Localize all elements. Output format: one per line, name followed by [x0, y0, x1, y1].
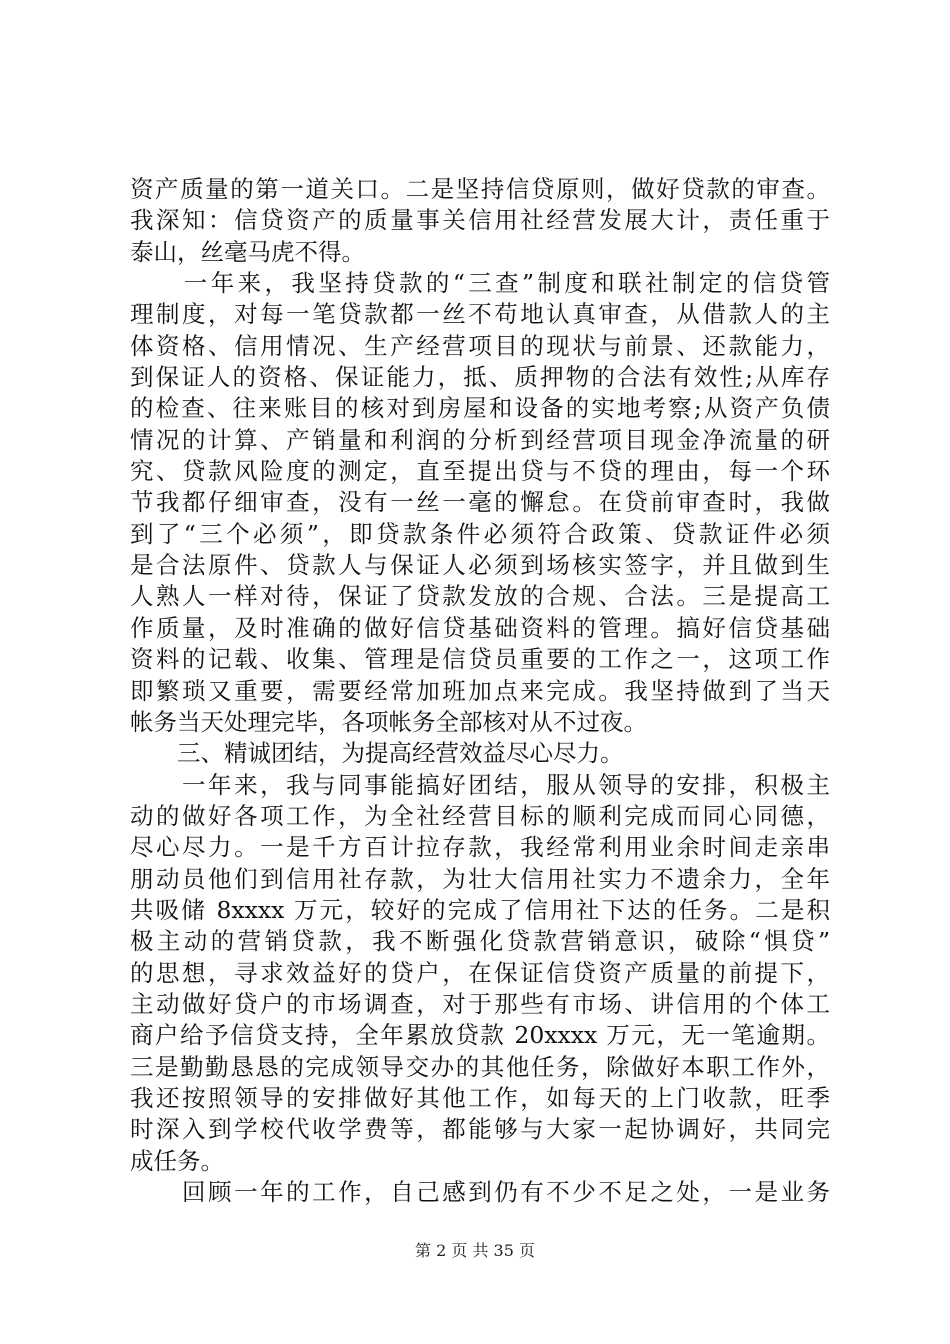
- text-line: 资料的记载、收集、管理是信贷员重要的工作之一，这项工作: [130, 645, 830, 674]
- text-line: 朋动员他们到信用社存款，为壮大信用社实力不遗余力，全年: [130, 864, 830, 893]
- text-line: 的检查、往来账目的核对到房屋和设备的实地考察;从资产负债: [130, 394, 830, 423]
- text-line: 一年来，我与同事能搞好团结，服从领导的安排，积极主: [130, 770, 830, 799]
- text-line: 即繁琐又重要，需要经常加班加点来完成。我坚持做到了当天: [130, 676, 830, 705]
- text-line: 三、精诚团结，为提高经营效益尽心尽力。: [130, 739, 624, 768]
- text-line: 到了“三个必须”，即贷款条件必须符合政策、贷款证件必须: [130, 519, 830, 548]
- text-line: 情况的计算、产销量和利润的分析到经营项目现金净流量的研: [130, 425, 830, 454]
- body-text: [130, 174, 830, 1208]
- text-line: 回顾一年的工作，自己感到仍有不少不足之处，一是业务: [130, 1178, 830, 1206]
- text-line: 时深入到学校代收学费等，都能够与大家一起协调好，共同完: [130, 1115, 830, 1144]
- text-line: 商户给予信贷支持，全年累放贷款 20xxxx 万元，无一笔逾期。: [130, 1021, 830, 1050]
- text-line: 资产质量的第一道关口。二是坚持信贷原则，做好贷款的审查。: [130, 175, 830, 203]
- text-line: 究、贷款风险度的测定，直至提出贷与不贷的理由，每一个环: [130, 457, 830, 486]
- text-line: 一年来，我坚持贷款的“三查”制度和联社制定的信贷管: [130, 269, 830, 298]
- text-line: 作质量，及时准确的做好信贷基础资料的管理。搞好信贷基础: [130, 613, 830, 642]
- text-line: 泰山，丝毫马虎不得。: [130, 237, 365, 266]
- text-line: 动的做好各项工作，为全社经营目标的顺利完成而同心同德，: [130, 801, 830, 830]
- text-line: 是合法原件、贷款人与保证人必须到场核实签字，并且做到生: [130, 551, 830, 580]
- text-line: 我还按照领导的安排做好其他工作，如每天的上门收款，旺季: [130, 1083, 830, 1112]
- text-line: 节我都仔细审查，没有一丝一毫的懈怠。在贷前审查时，我做: [130, 488, 830, 517]
- text-line: 的思想，寻求效益好的贷户，在保证信贷资产质量的前提下，: [130, 958, 830, 987]
- page-number-footer: 第 2 页 共 35 页: [415, 1241, 535, 1260]
- text-line: 帐务当天处理完毕，各项帐务全部核对从不过夜。: [130, 707, 647, 736]
- text-line: 人熟人一样对待，保证了贷款发放的合规、合法。三是提高工: [130, 582, 830, 611]
- text-line: 到保证人的资格、保证能力，抵、质押物的合法有效性;从库存: [130, 363, 830, 392]
- text-line: 体资格、信用情况、生产经营项目的现状与前景、还款能力，: [130, 331, 830, 360]
- text-line: 三是勤勤恳恳的完成领导交办的其他任务，除做好本职工作外，: [130, 1052, 830, 1081]
- text-line: 主动做好贷户的市场调查，对于那些有市场、讲信用的个体工: [130, 989, 830, 1018]
- text-line: 尽心尽力。一是千方百计拉存款，我经常利用业余时间走亲串: [130, 833, 830, 862]
- text-line: 成任务。: [130, 1146, 224, 1175]
- text-line: 理制度，对每一笔贷款都一丝不苟地认真审查，从借款人的主: [130, 300, 830, 329]
- text-line: 我深知：信贷资产的质量事关信用社经营发展大计，责任重于: [130, 206, 830, 235]
- text-line: 极主动的营销贷款，我不断强化贷款营销意识，破除“惧贷”: [130, 927, 830, 956]
- text-line: 共吸储 8xxxx 万元，较好的完成了信用社下达的任务。二是积: [130, 895, 830, 924]
